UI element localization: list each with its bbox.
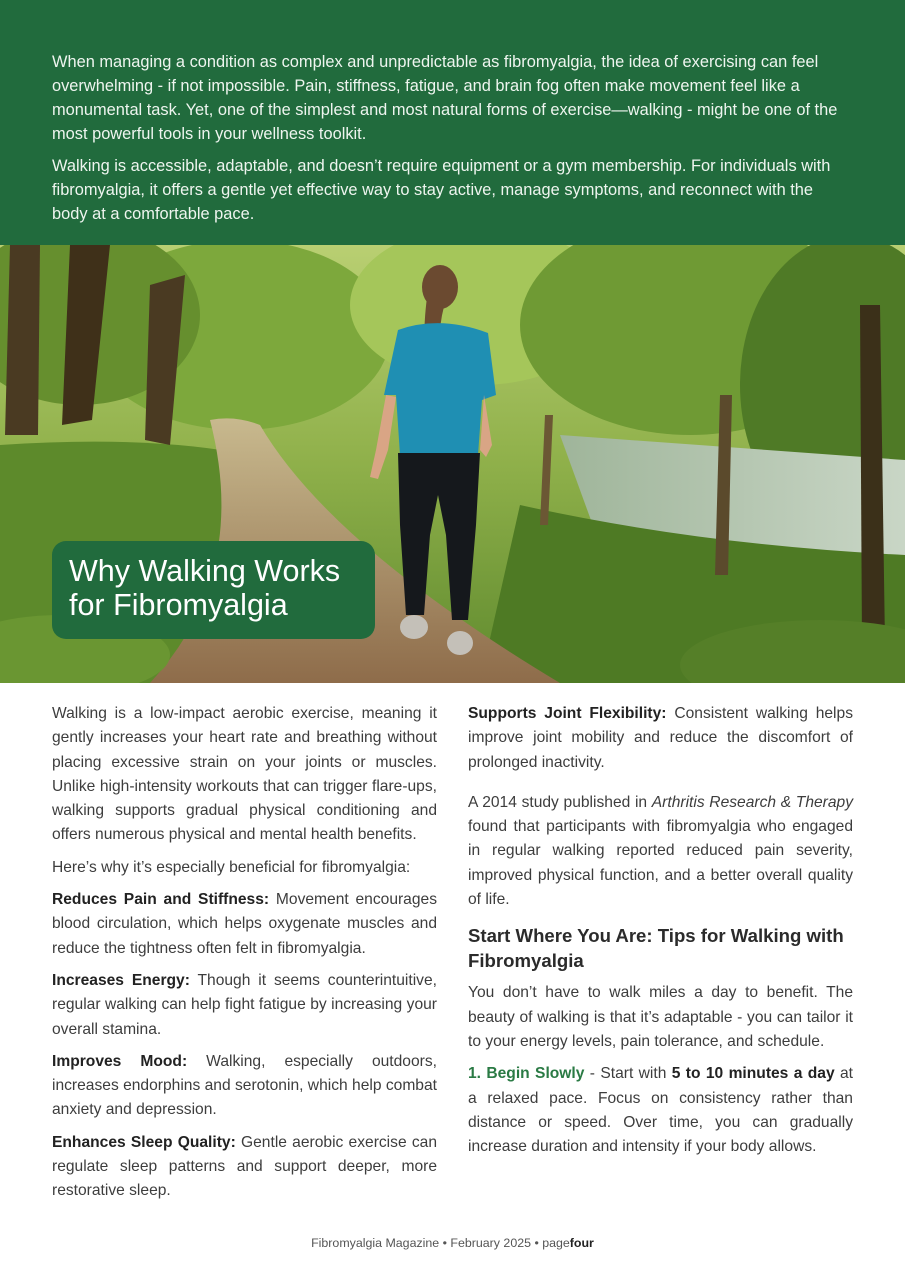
benefit-label: Improves Mood: [52, 1052, 188, 1070]
tips-intro-paragraph: You don’t have to walk miles a day to benefit. The beauty of walking is that it’s adaptable - you can tailor it to your energy levels, pain tolerance, and schedule. [468, 984, 853, 1050]
journal-title: Arthritis Research & Therapy [651, 793, 853, 811]
section-title-badge [52, 541, 375, 639]
benefit-text: Though it seems counterintuitive, regular walking can help fight fatigue by increasing your overall stamina. [52, 971, 437, 1038]
benefit-label: Supports Joint Flexibility: [468, 705, 667, 722]
benefit-text: Consistent walking helps improve joint mobility and reduce the discomfort of prolonged inactivity. [468, 705, 853, 771]
study-text-pre: A 2014 study published in [468, 793, 652, 811]
section-title-line-1: Why Walking Works [69, 554, 341, 588]
section-title-line-2: for Fibromyalgia [69, 588, 288, 622]
benefit-item [52, 1050, 437, 1123]
study-paragraph [468, 791, 853, 912]
tip-label: 1. Begin Slowly [468, 1065, 585, 1083]
tip-text-post: at a relaxed pace. Focus on consistency rather than distance or speed. Over time, you can gradually increase duration and intensity if your body allows. [468, 1065, 853, 1156]
right-column [468, 702, 853, 1167]
intro-banner [0, 0, 905, 245]
benefit-item [52, 888, 437, 961]
tips-heading: Start Where You Are: Tips for Walking with Fibromyalgia [468, 925, 844, 971]
page-number: four [569, 1236, 594, 1250]
walking-intro-paragraph: Walking is a low-impact aerobic exercise, meaning it gently increases your heart rate and breathing without placing excessive strain on your joints or muscles. Unlike high-intensity workouts that can trigger flare-ups, walking supports gradual physical conditioning and offers numerous physical and mental health benefits. [52, 705, 437, 844]
intro-paragraph-1: When managing a condition as complex and unpredictable as fibromyalgia, the idea of exercising can feel overwhelming - if not impossible. Pain, stiffness, fatigue, and brain fog often make movement feel like a monumental task. Yet, one of the simplest and most natural forms of exercise—walking - might be one of the most powerful tools in your wellness toolkit. [52, 53, 838, 143]
benefit-label: Enhances Sleep Quality: [52, 1133, 236, 1151]
intro-paragraph-2: Walking is accessible, adaptable, and doesn’t require equipment or a gym membership. For individuals with fibromyalgia, it offers a gentle yet effective way to stay active, manage symptoms, and reconnect with the body at a comfortable pace. [52, 157, 831, 223]
benefit-label: Reduces Pain and Stiffness: [52, 891, 270, 909]
tip-text-pre: - Start with [584, 1065, 672, 1083]
benefit-item [52, 969, 437, 1042]
benefits-lead-in: Here’s why it’s especially beneficial for fibromyalgia: [52, 858, 411, 876]
tip-bold-text: 5 to 10 minutes a day [671, 1065, 835, 1083]
footer-text: Fibromyalgia Magazine • February 2025 • page [311, 1236, 570, 1250]
benefit-item [52, 1131, 437, 1204]
benefit-item [468, 702, 853, 775]
benefit-text: Movement encourages blood circulation, which helps oxygenate muscles and reduce the tightness often felt in fibromyalgia. [52, 891, 437, 957]
left-column [52, 702, 437, 1212]
study-text-post: found that participants with fibromyalgia who engaged in regular walking reported reduced pain severity, improved physical function, and a better overall quality of life. [468, 818, 853, 909]
benefit-text: Walking, especially outdoors, increases endorphins and serotonin, which help combat anxiety and depression. [52, 1052, 437, 1119]
benefit-label: Increases Energy: [52, 971, 190, 989]
page-footer [0, 1236, 905, 1250]
benefit-text: Gentle aerobic exercise can regulate sleep patterns and support deeper, more restorative sleep. [52, 1133, 437, 1200]
tip-item [468, 1062, 853, 1159]
